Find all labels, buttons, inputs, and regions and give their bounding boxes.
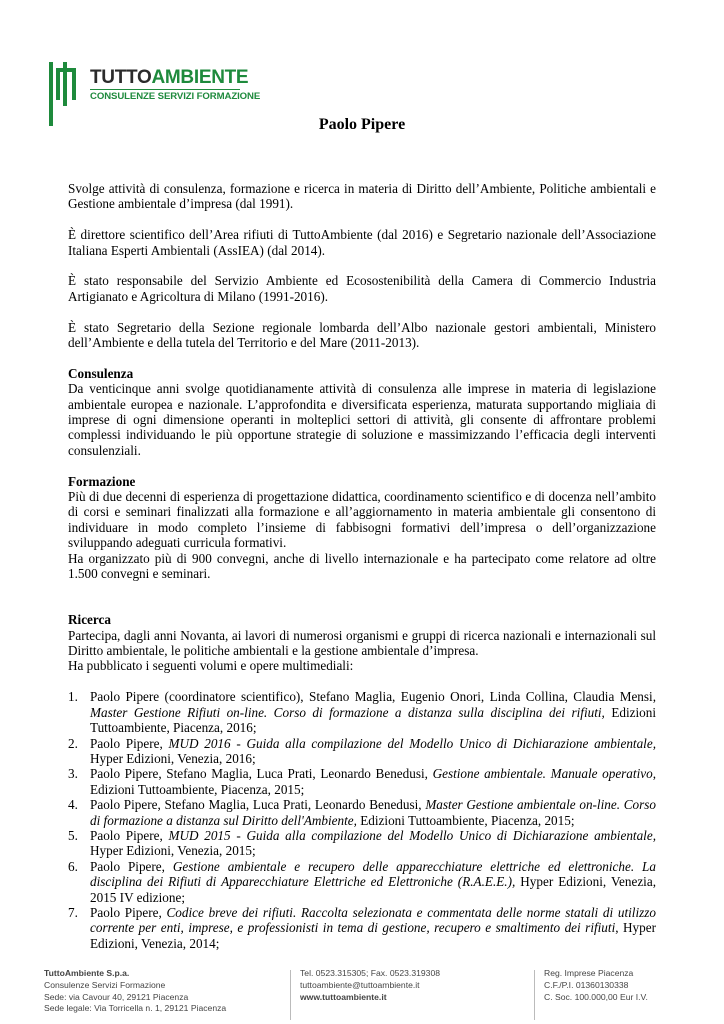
publication-item: 5. Paolo Pipere, MUD 2015 - Guida alla compilazione del Modello Unico di Dichiarazione ambientale, Hyper Edizioni, Venezia, 2015; (68, 827, 656, 859)
footer-company-info (44, 968, 226, 1015)
publications-list (68, 689, 656, 951)
footer-divider (534, 970, 535, 1020)
footer-divider (290, 970, 291, 1020)
logo-divider (90, 89, 240, 90)
footer-company-name: TuttoAmbiente S.p.a. (44, 968, 130, 978)
ricerca-text-2: Ha pubblicato i seguenti volumi e opere multimediali: (68, 658, 354, 674)
publication-item: 3. Paolo Pipere, Stefano Maglia, Luca Prati, Leonardo Benedusi, Gestione ambientale. Manuale operativo, Edizioni Tuttoambiente, Piacenza, 2015; (68, 766, 656, 797)
footer-email-link[interactable]: tuttoambiente@tuttoambiente.it (300, 979, 420, 990)
footer-company-tagline: Consulenze Servizi Formazione (44, 979, 166, 990)
consulenza-text: Da venticinque anni svolge quotidianamente attività di consulenza alle imprese in materia di legislazione ambientale europea e nazionale. L’approfondita e diversificata esperienza, maturata supportando migliaia di imprese di ogni dimensione operanti in molteplici settori di attività, gli consente di affrontare problemi complessi individuando le più opportune strategie di soluzione e massimizzando l’efficacia degli interventi consulenziali. (68, 381, 656, 458)
document-body (68, 181, 656, 951)
footer-share-capital: C. Soc. 100.000,00 Eur I.V. (544, 991, 648, 1002)
footer-tax-id: C.F./P.I. 01360130338 (544, 979, 629, 990)
intro-paragraph-3: È stato responsabile del Servizio Ambiente ed Ecosostenibilità della Camera di Commercio Industria Artigianato e Agricoltura di Milano (1991-2016). (68, 273, 656, 304)
footer-legal-address: Sede legale: Via Torricella n. 1, 29121 Piacenza (44, 1003, 227, 1014)
logo-tagline: CONSULENZE SERVIZI FORMAZIONE (90, 91, 261, 102)
footer-phone-fax: Tel. 0523.315305; Fax. 0523.319308 (300, 968, 441, 978)
footer-registry: Reg. Imprese Piacenza (544, 968, 634, 978)
intro-paragraph-4: È stato Segretario della Sezione regionale lombarda dell’Albo nazionale gestori ambientali, Ministero dell’Ambiente e della tutela del Territorio e del Mare (2011-2013). (68, 319, 656, 351)
formazione-text-2: Ha organizzato più di 900 convegni, anche di livello internazionale e ha partecipato come relatore ad oltre 1.500 convegni e seminari. (68, 550, 656, 582)
publication-item: 1. Paolo Pipere (coordinatore scientifico), Stefano Maglia, Eugenio Onori, Linda Collina, Claudia Mensi, Master Gestione Rifiuti on-line. Corso di formazione a distanza sulla disciplina dei rifiuti, Edizioni Tuttoambiente, Piacenza, 2016; (68, 689, 656, 736)
publication-item: 6. Paolo Pipere, Gestione ambientale e recupero delle apparecchiature elettriche ed elettroniche. La disciplina dei Rifiuti di Apparecchiature Elettriche ed Elettroniche (R.A.E.E.), Hyper Edizioni, Venezia, 2015 IV edizione; (68, 858, 656, 905)
footer-registration (544, 968, 648, 1003)
footer-address: Sede: via Cavour 40, 29121 Piacenza (44, 991, 189, 1002)
publication-item: 2. Paolo Pipere, MUD 2016 - Guida alla compilazione del Modello Unico di Dichiarazione ambientale, Hyper Edizioni, Venezia, 2016; (68, 735, 656, 766)
consulenza-heading: Consulenza (68, 365, 134, 381)
formazione-text-1: Più di due decenni di esperienza di progettazione didattica, coordinamento scientifico e di docenza nell’ambito di corsi e seminari finalizzati alla formazione e all’aggiornamento in materia ambientale gli consentono di individuare in modo completo l’insieme di fabbisogni formativi dell’impresa o dell’organizzazione sviluppando adeguati curricula formativi. (68, 489, 656, 551)
publication-item: 4. Paolo Pipere, Stefano Maglia, Luca Prati, Leonardo Benedusi, Master Gestione ambientale on-line. Corso di formazione a distanza sul Diritto dell'Ambiente, Edizioni Tuttoambiente, Piacenza, 2015; (68, 797, 656, 828)
page-title: Paolo Pipere (318, 116, 406, 133)
ricerca-text-1: Partecipa, dagli anni Novanta, ai lavori di numerosi organismi e gruppi di ricerca nazionali e internazionali sul Diritto ambientale, le politiche ambientali e la gestione ambientale d’impresa. (68, 627, 656, 659)
footer-website-link[interactable]: www.tuttoambiente.it (300, 991, 387, 1002)
publication-item: 7. Paolo Pipere, Codice breve dei rifiuti. Raccolta selezionata e commentata delle norme statali di utilizzo corrente per enti, imprese, e professionisti in tema di gestione, recupero e smaltimento dei rifiuti, Hyper Edizioni, Venezia, 2014; (68, 904, 656, 951)
intro-paragraph-2: È direttore scientifico dell’Area rifiuti di TuttoAmbiente (dal 2016) e Segretario nazionale dell’Associazione Italiana Esperti Ambientali (AssIEA) (dal 2014). (68, 227, 656, 258)
formazione-heading: Formazione (68, 473, 136, 489)
logo-wordmark: TUTTOAMBIENTE (90, 67, 249, 88)
ricerca-heading: Ricerca (68, 612, 111, 628)
footer-contacts (300, 968, 440, 1003)
intro-paragraph-1: Svolge attività di consulenza, formazione e ricerca in materia di Diritto dell’Ambiente, Politiche ambientali e Gestione ambientale d’impresa (dal 1991). (68, 181, 656, 212)
page-footer (44, 968, 684, 1020)
